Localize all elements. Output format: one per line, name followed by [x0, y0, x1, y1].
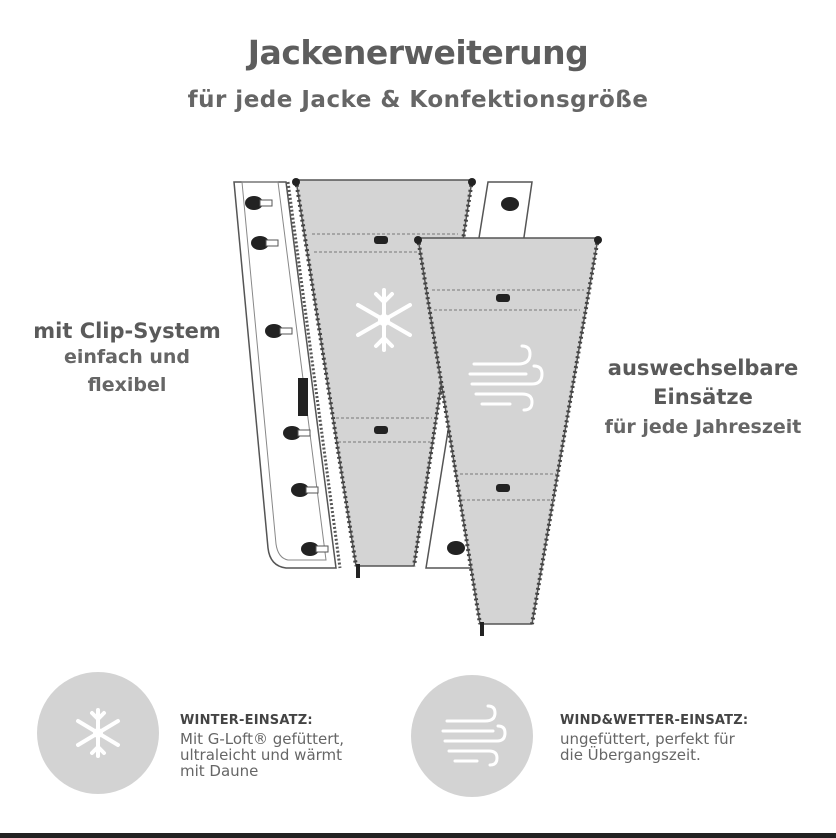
winter-insert-info	[180, 713, 344, 779]
wind-insert-heading: WIND&WETTER-EINSATZ:	[560, 713, 749, 728]
winter-insert-line1: Mit G-Loft® gefüttert,	[180, 730, 345, 748]
inserts-line1: auswechselbare	[607, 356, 799, 380]
wind-insert-badge	[411, 675, 533, 797]
wind-insert-line1: ungefüttert, perfekt für	[560, 730, 735, 748]
clip-system-line3: flexibel	[87, 374, 167, 396]
inserts-line3: für jede Jahreszeit	[604, 416, 802, 438]
inserts-line2: Einsätze	[653, 385, 753, 409]
wind-icon	[411, 675, 533, 797]
snowflake-icon	[37, 672, 159, 794]
winter-insert-badge	[37, 672, 159, 794]
winter-insert-heading: WINTER-EINSATZ:	[180, 713, 313, 728]
clip-system-line1: mit Clip-System	[33, 319, 221, 343]
page-subtitle: für jede Jacke & Konfektionsgröße	[187, 87, 649, 113]
inserts-caption	[584, 354, 822, 442]
jacket-extension-illustration	[226, 168, 606, 638]
winter-insert-line2: ultraleicht und wärmt	[180, 746, 343, 764]
bottom-border	[0, 833, 836, 838]
page-title: Jackenerweiterung	[247, 33, 589, 72]
clip-system-caption	[18, 319, 236, 399]
wind-insert-panel	[414, 236, 602, 636]
clip-system-line2: einfach und	[63, 346, 191, 368]
wind-insert-info	[560, 713, 748, 763]
winter-insert-line3: mit Daune	[180, 762, 259, 780]
wind-insert-line2: die Übergangszeit.	[560, 746, 701, 764]
